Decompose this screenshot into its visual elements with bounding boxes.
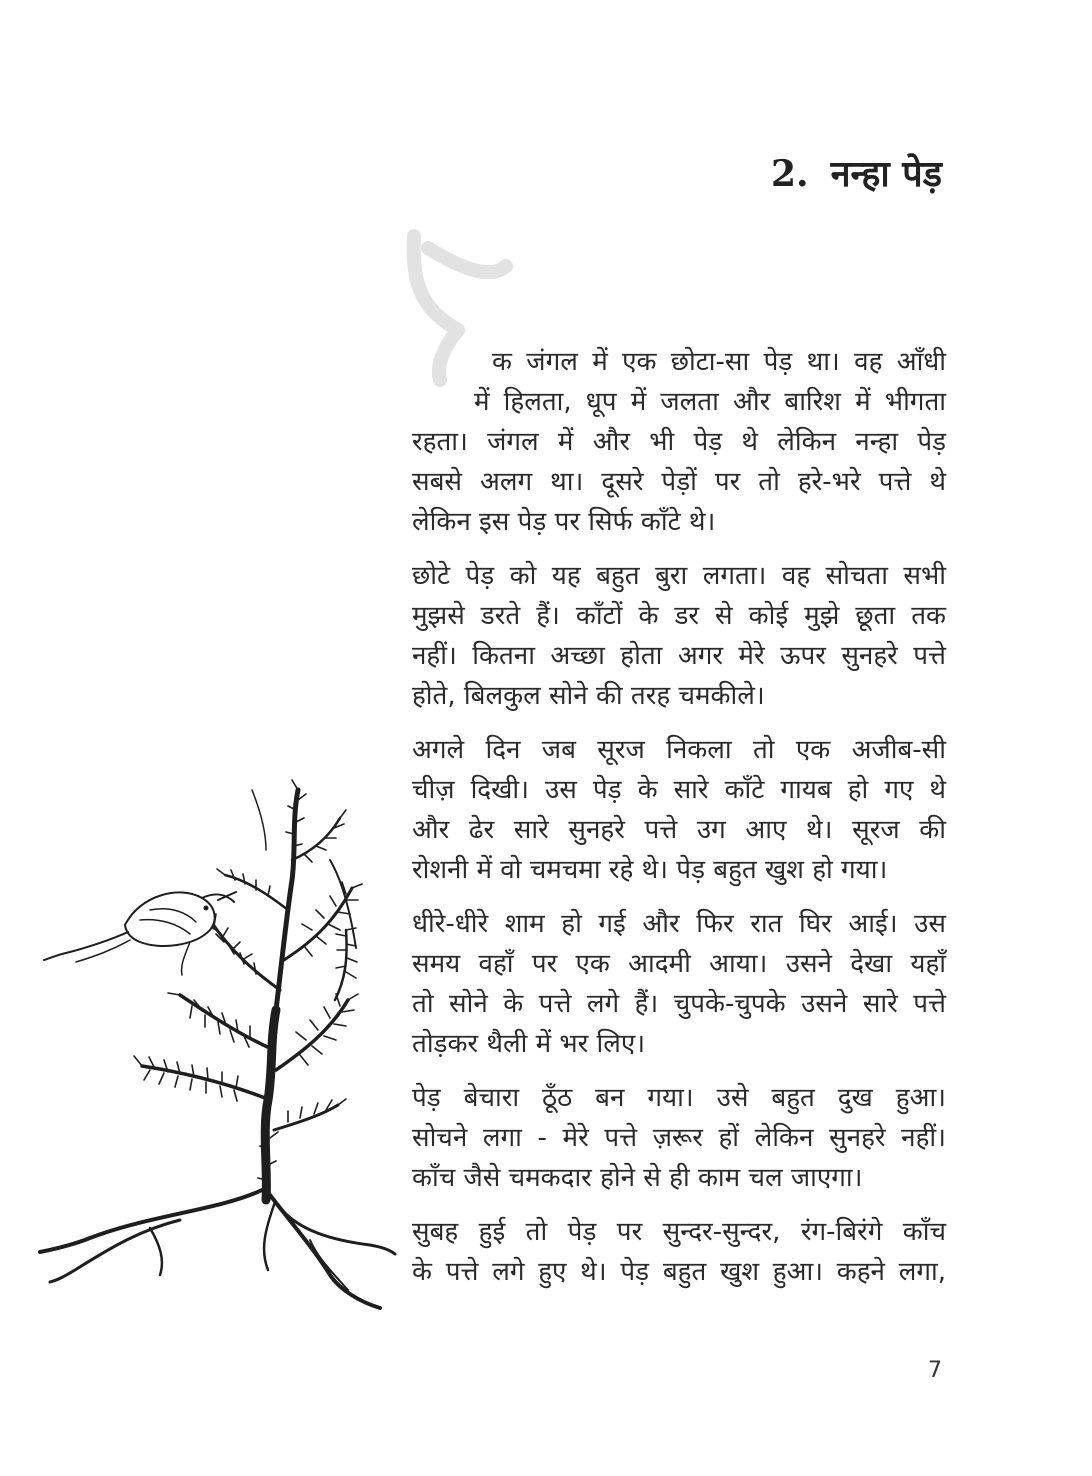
paragraph [412, 904, 946, 1064]
text-line: तोड़कर थैली में भर लिए। [412, 1029, 646, 1059]
text-line: तो सोने के पत्ते लगे हैं। चुपके-चुपके उसने सारे पत्ते [412, 989, 946, 1019]
text-line: सुबह हुई तो पेड़ पर सुन्दर-सुन्दर, रंग-बिरंगे काँच [412, 1217, 946, 1247]
chapter-heading: नन्हा पेड़ [830, 153, 942, 195]
paragraph [412, 1212, 946, 1292]
text-line: रहता। जंगल में और भी पेड़ थे लेकिन नन्हा पेड़ [412, 427, 946, 457]
text-line: सोचने लगा - मेरे पत्ते ज़रूर हों लेकिन सुनहरे नहीं। [412, 1123, 946, 1153]
text-line: और ढेर सारे सुनहरे पत्ते उग आए थे। सूरज की [412, 815, 946, 845]
tree-with-bird-sketch-icon [30, 770, 400, 1315]
text-line: समय वहाँ पर एक आदमी आया। उसने देखा यहाँ [412, 949, 946, 979]
text-line: में हिलता, धूप में जलता और बारिश में भीगता [474, 387, 946, 417]
chapter-number: 2. [770, 153, 809, 195]
text-line: लेकिन इस पेड़ पर सिर्फ काँटे थे। [412, 507, 716, 537]
chapter-title [771, 148, 942, 197]
text-line: रोशनी में वो चमचमा रहे थे। पेड़ बहुत खुश हो गया। [412, 855, 888, 885]
story-body [412, 342, 946, 1306]
page-number: 7 [928, 1358, 942, 1383]
paragraph [412, 1078, 946, 1198]
paragraph [412, 730, 946, 890]
text-line: सबसे अलग था। दूसरे पेड़ों पर तो हरे-भरे पत्ते थे [412, 467, 946, 497]
paragraph [412, 556, 946, 716]
paragraph [412, 342, 946, 542]
text-line: पेड़ बेचारा ठूँठ बन गया। उसे बहुत दुख हुआ। [412, 1083, 946, 1113]
text-line: चीज़ दिखी। उस पेड़ के सारे काँटे गायब हो गए थे [412, 775, 946, 805]
text-line: मुझसे डरते हैं। काँटों के डर से कोई मुझे छूता तक [412, 601, 946, 631]
text-line: छोटे पेड़ को यह बहुत बुरा लगता। वह सोचता सभी [412, 561, 946, 591]
text-line: होते, बिलकुल सोने की तरह चमकीले। [412, 681, 765, 711]
text-line: काँच जैसे चमकदार होने से ही काम चल जाएगा। [412, 1163, 863, 1193]
text-line: नहीं। कितना अच्छा होता अगर मेरे ऊपर सुनहरे पत्ते [412, 641, 946, 671]
text-line: क जंगल में एक छोटा-सा पेड़ था। वह आँधी [492, 347, 946, 377]
text-line: के पत्ते लगे हुए थे। पेड़ बहुत खुश हुआ। कहने लगा, [412, 1257, 946, 1287]
text-line: धीरे-धीरे शाम हो गई और फिर रात घिर आई। उस [412, 909, 946, 939]
text-line: अगले दिन जब सूरज निकला तो एक अजीब-सी [412, 735, 946, 765]
